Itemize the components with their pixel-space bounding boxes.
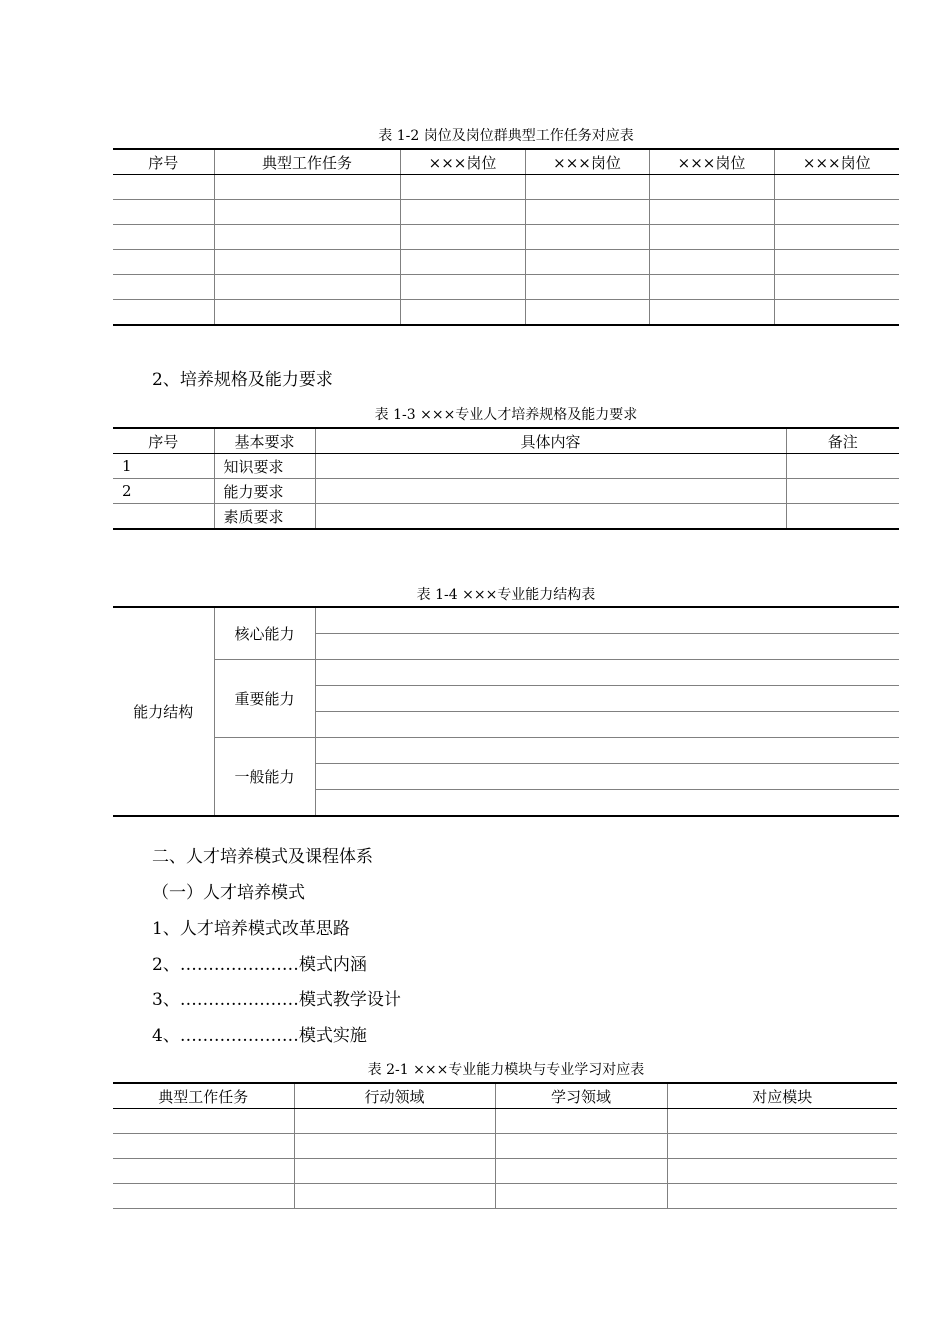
list-item: 2、…………………模式内涵: [152, 955, 367, 975]
table-cell[interactable]: [315, 479, 786, 504]
row-number: 2: [113, 479, 214, 504]
table-cell[interactable]: [774, 300, 899, 326]
table-cell[interactable]: [315, 607, 899, 634]
table-cell[interactable]: [667, 1134, 897, 1159]
list-item: 4、…………………模式实施: [152, 1026, 367, 1046]
table-cell[interactable]: [113, 1159, 294, 1184]
table-1-3-caption: 表 1-3 ×××专业人才培养规格及能力要求: [374, 407, 638, 423]
row-number: [113, 504, 214, 530]
table-cell[interactable]: [495, 1184, 667, 1209]
table-cell[interactable]: [786, 504, 899, 530]
table-cell[interactable]: [315, 504, 786, 530]
requirement-label: 知识要求: [214, 454, 315, 479]
table-1-2: [113, 148, 899, 326]
table-cell[interactable]: [315, 738, 899, 764]
table-cell[interactable]: [400, 225, 525, 250]
ability-group-important: 重要能力: [214, 660, 315, 738]
table-header-cell: 行动领域: [294, 1083, 495, 1109]
table-cell[interactable]: [113, 1134, 294, 1159]
table-cell[interactable]: [400, 200, 525, 225]
table-cell[interactable]: [667, 1184, 897, 1209]
table-cell[interactable]: [113, 225, 214, 250]
table-1-4: [113, 606, 899, 817]
table-row: [113, 175, 899, 200]
table-cell[interactable]: [315, 790, 899, 817]
table-cell[interactable]: [649, 250, 774, 275]
table-cell[interactable]: [400, 175, 525, 200]
table-cell[interactable]: [525, 250, 649, 275]
table-cell[interactable]: [774, 225, 899, 250]
table-cell[interactable]: [113, 175, 214, 200]
table-cell[interactable]: [315, 634, 899, 660]
table-row: [113, 1159, 897, 1184]
ability-group-general: 一般能力: [214, 738, 315, 817]
table-cell[interactable]: [495, 1134, 667, 1159]
table-row: [113, 1109, 897, 1134]
table-cell[interactable]: [400, 250, 525, 275]
table-cell[interactable]: [649, 175, 774, 200]
table-row: [113, 225, 899, 250]
list-item: 3、…………………模式教学设计: [152, 990, 401, 1010]
table-cell[interactable]: [649, 300, 774, 326]
table-cell[interactable]: [774, 275, 899, 300]
table-cell[interactable]: [315, 660, 899, 686]
table-cell[interactable]: [649, 200, 774, 225]
table-cell[interactable]: [786, 454, 899, 479]
table-cell[interactable]: [214, 300, 400, 326]
table-cell[interactable]: [525, 175, 649, 200]
table-header-cell: 备注: [786, 428, 899, 454]
table-cell[interactable]: [294, 1184, 495, 1209]
table-cell[interactable]: [525, 225, 649, 250]
table-2-1: [113, 1082, 897, 1209]
requirement-label: 能力要求: [214, 479, 315, 504]
table-cell[interactable]: [214, 225, 400, 250]
table-cell[interactable]: [113, 300, 214, 326]
table-1-4-caption: 表 1-4 ×××专业能力结构表: [416, 587, 596, 603]
table-row: [113, 275, 899, 300]
table-row: [113, 1134, 897, 1159]
table-cell[interactable]: [649, 225, 774, 250]
table-cell[interactable]: [315, 454, 786, 479]
table-row: [113, 454, 899, 479]
table-cell[interactable]: [214, 250, 400, 275]
table-row: [113, 250, 899, 275]
table-cell[interactable]: [315, 686, 899, 712]
table-header-cell: ×××岗位: [774, 149, 899, 175]
table-cell[interactable]: [214, 275, 400, 300]
table-header-cell: 典型工作任务: [113, 1083, 294, 1109]
table-header-cell: 序号: [113, 428, 214, 454]
table-row: [113, 479, 899, 504]
table-header-cell: ×××岗位: [400, 149, 525, 175]
list-item: 1、人才培养模式改革思路: [152, 919, 350, 939]
table-cell[interactable]: [113, 1184, 294, 1209]
table-cell[interactable]: [294, 1109, 495, 1134]
table-cell[interactable]: [774, 200, 899, 225]
table-cell[interactable]: [113, 250, 214, 275]
table-1-2-caption: 表 1-2 岗位及岗位群典型工作任务对应表: [378, 128, 634, 144]
table-cell[interactable]: [495, 1159, 667, 1184]
table-cell[interactable]: [294, 1134, 495, 1159]
table-cell[interactable]: [214, 175, 400, 200]
table-cell[interactable]: [400, 300, 525, 326]
table-row: [113, 504, 899, 530]
table-cell[interactable]: [294, 1159, 495, 1184]
table-row: [113, 300, 899, 326]
table-header-cell: 基本要求: [214, 428, 315, 454]
table-cell[interactable]: [525, 275, 649, 300]
ability-structure-label: 能力结构: [113, 607, 214, 816]
table-header-cell: ×××岗位: [649, 149, 774, 175]
table-cell[interactable]: [495, 1109, 667, 1134]
table-cell[interactable]: [525, 300, 649, 326]
table-row: [113, 200, 899, 225]
table-1-3: [113, 427, 899, 530]
table-cell[interactable]: [315, 764, 899, 790]
chapter-heading: 二、人才培养模式及课程体系: [152, 847, 373, 867]
table-2-1-caption: 表 2-1 ×××专业能力模块与专业学习对应表: [367, 1062, 645, 1078]
table-cell[interactable]: [113, 275, 214, 300]
table-header-cell: 具体内容: [315, 428, 786, 454]
ability-group-core: 核心能力: [214, 607, 315, 660]
table-cell[interactable]: [315, 712, 899, 738]
requirement-label: 素质要求: [214, 504, 315, 530]
table-cell[interactable]: [525, 200, 649, 225]
section-heading: 2、培养规格及能力要求: [152, 370, 333, 390]
table-cell[interactable]: [774, 175, 899, 200]
table-cell[interactable]: [667, 1159, 897, 1184]
table-cell[interactable]: [400, 275, 525, 300]
table-header-cell: 典型工作任务: [214, 149, 400, 175]
table-row: [113, 1184, 897, 1209]
table-header-cell: 序号: [113, 149, 214, 175]
table-cell[interactable]: [113, 1109, 294, 1134]
table-cell[interactable]: [786, 479, 899, 504]
table-header-cell: 对应模块: [667, 1083, 897, 1109]
table-cell[interactable]: [774, 250, 899, 275]
row-number: 1: [113, 454, 214, 479]
table-cell[interactable]: [113, 200, 214, 225]
table-cell[interactable]: [649, 275, 774, 300]
table-header-cell: 学习领域: [495, 1083, 667, 1109]
table-header-cell: ×××岗位: [525, 149, 649, 175]
table-cell[interactable]: [667, 1109, 897, 1134]
subsection-heading: （一）人才培养模式: [152, 883, 305, 903]
table-cell[interactable]: [214, 200, 400, 225]
